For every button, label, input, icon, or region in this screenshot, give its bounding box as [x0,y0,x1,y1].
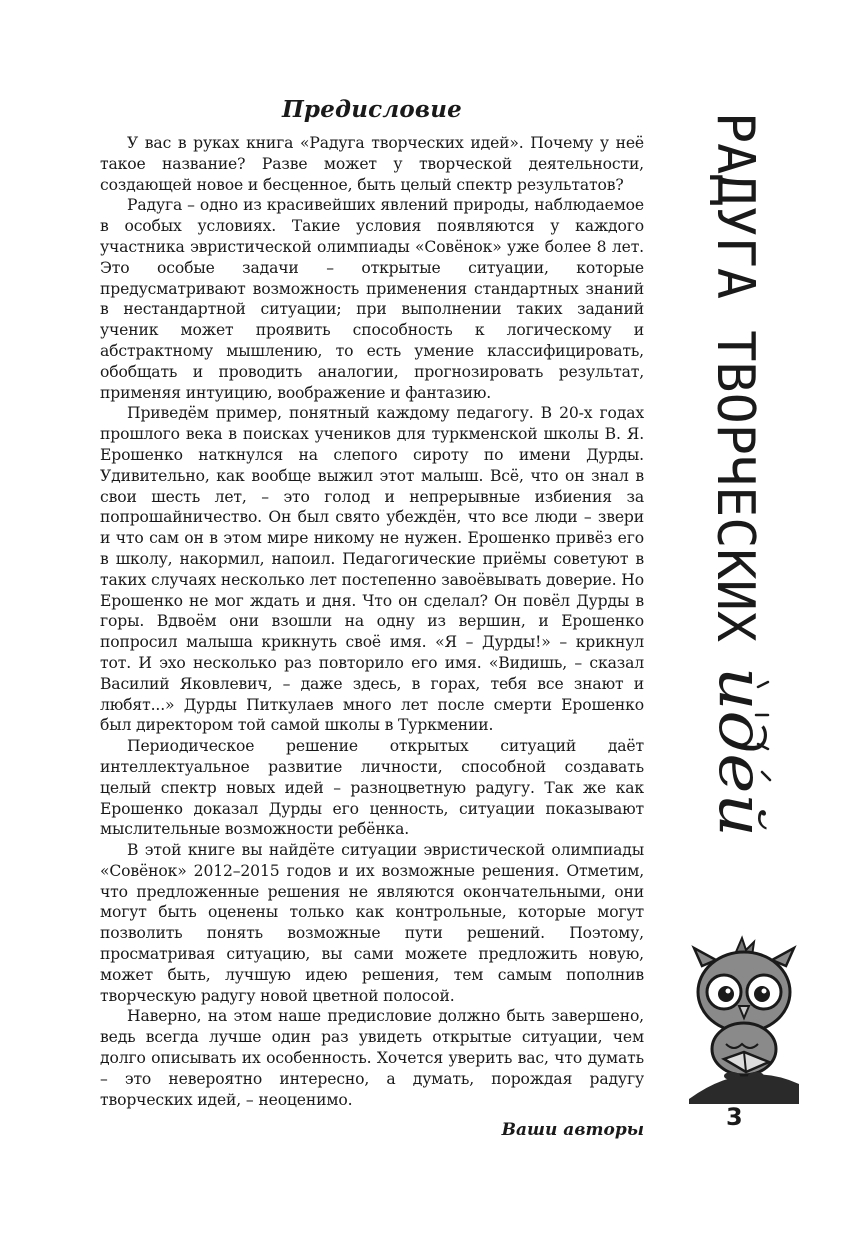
owl-mascot-illustration [684,934,804,1104]
vertical-title-svg [668,112,778,852]
paragraph: Радуга – одно из красивейших явлений природы, наблюдаемое в особых условиях. Такие условия появляются у каждого участника эвристической олимпиады «Совёнок» уже более 8 лет. Это особые задачи – открытые ситуации, которые предусматривают возможность применения стандартных знаний в нестандартной ситуации; при выполнении таких заданий ученик может проявить способность к логическому и абстрактному мышлению, то есть умение классифицировать, обобщать и проводить аналогии, прогнозировать результат, применяя интуицию, воображение и фантазию. [100,196,644,402]
paragraph: В этой книге вы найдёте ситуации эвристической олимпиады «Совёнок» 2012–2015 годов и их возможные решения. Отметим, что предложенные решения не являются окончательными, они могут быть оценены только как контрольные, которые могут позволить понять возможные пути решений. Поэтому, просматривая ситуацию, вы сами можете предложить новую, может быть, лучшую идею решения, тем самым пополнив творческую радугу новой цветной полосой. [100,841,644,1005]
vertical-book-title [668,112,778,852]
paragraph: Периодическое решение открытых ситуаций даёт интеллектуальное развитие личности, способной создавать целый спектр новых идей – разноцветную радугу. Так же как Ерошенко доказал Дурды его ценность, ситуации показывают мыслительные возможности ребёнка. [100,737,644,839]
vertical-title-caps: РАДУГА ТВОРЧЕСКИХ [705,112,765,645]
page-title: Предисловие [281,96,462,123]
page-number: 3 [726,1103,743,1131]
paragraph: У вас в руках книга «Радуга творческих идей». Почему у неё такое название? Разве может у творческой деятельности, создающей новое и бесценное, быть целый спектр результатов? [100,134,644,194]
vertical-title-script: идей [705,667,778,823]
paragraph: Приведём пример, понятный каждому педагогу. В 20-х годах прошлого века в поисках учеников для туркменской школы В. Я. Ерошенко наткнулся на слепого сироту по имени Дурды. Удивительно, как вообще выжил этот малыш. Всё, что он знал в свои шесть лет, – это голод и непрерывные избиения за попрошайничество. Он был свято убеждён, что все люди – звери и что сам он в этом мире никому не нужен. Ерошенко привёз его в школу, накормил, напоил. Педагогические приёмы советуют в таких случаях несколько лет постепенно завоёвывать доверие. Но Ерошенко не мог ждать и дня. Что он сделал? Он повёл Дурды в горы. Вдвоём они взошли на одну из вершин, и Ерошенко попросил малыша крикнуть своё имя. «Я – Дурды!» – крикнул тот. И эхо несколько раз повторило его имя. «Видишь, – сказал Василий Яковлевич, – даже здесь, в горах, тебя все знают и любят...» Дурды Питкулаев много лет после смерти Ерошенко был директором той самой школы в Туркмении. [100,404,644,735]
paragraph: Наверно, на этом наше предисловие должно быть завершено, ведь всегда лучше один раз увидеть открытые ситуации, чем долго описывать их особенность. Хочется уверить вас, что думать – это невероятно интересно, а думать, порождая радугу творческих идей, – неоценимо. [100,1007,644,1109]
signature: Ваши авторы [501,1120,644,1141]
main-text-column [100,96,644,1140]
